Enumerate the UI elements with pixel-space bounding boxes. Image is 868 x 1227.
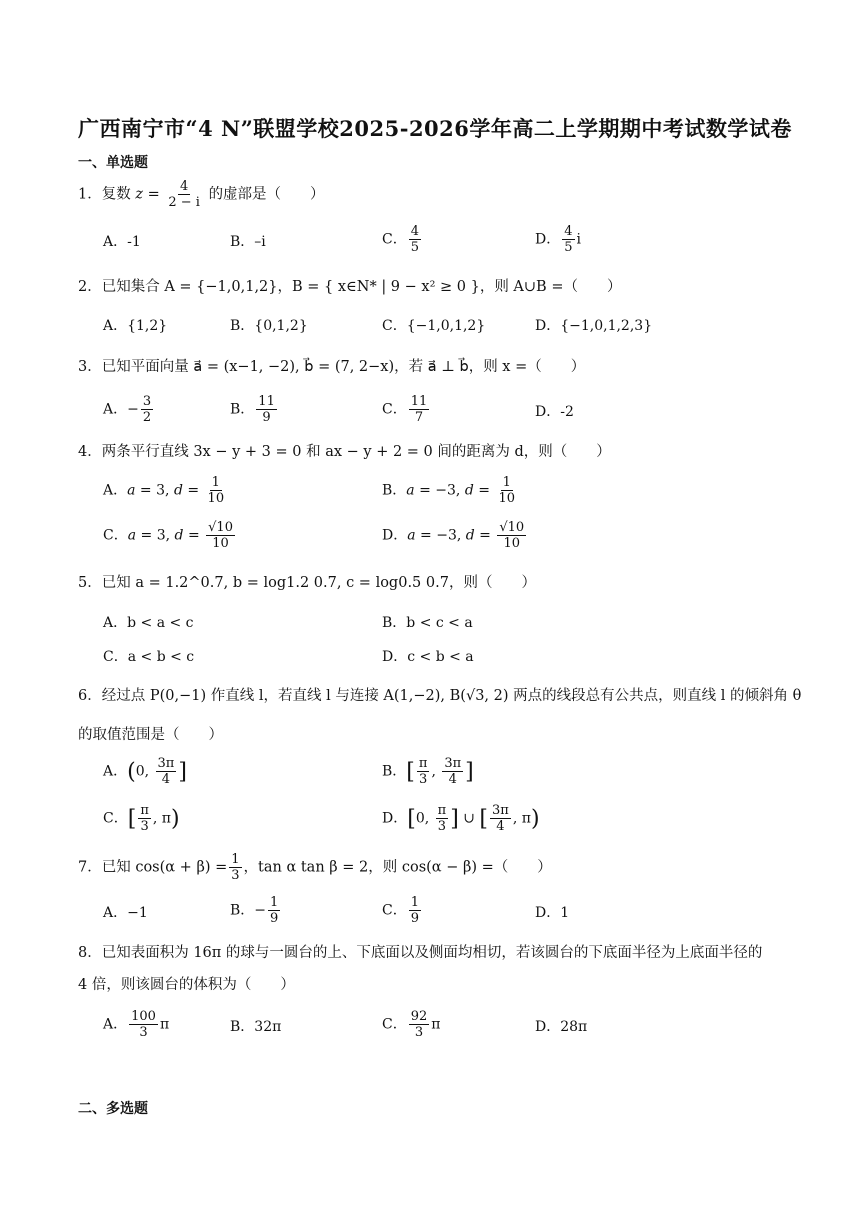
q5-option-b[interactable]: B．b < c < a xyxy=(382,615,473,631)
q4-option-b[interactable]: B．a = −3, d = $\frac{1}{10}$ xyxy=(382,475,515,506)
q2-option-d[interactable]: D．{−1,0,1,2,3} xyxy=(535,318,653,334)
q6-option-c[interactable]: C．[ $\frac{\pi}{3}$ , π) xyxy=(103,803,180,834)
q3-option-a[interactable]: A．− $\frac{3}{2}$ xyxy=(103,394,152,425)
question-7: 7．已知 cos(α + β) = $\frac{1}{3}$ ，tan α tan β = 2，则 cos(α − β) =（ ） xyxy=(78,852,552,883)
page-title: 广西南宁市“4 N”联盟学校2025-2026学年高二上学期期中考试数学试卷 xyxy=(78,116,792,141)
q6-option-a[interactable]: A．(0, $\frac{3\pi}{4}$ ] xyxy=(103,756,187,787)
question-3: 3．已知平面向量 a⃗ = (x−1, −2), b⃗ = (7, 2−x)，若 a⃗ ⊥ b⃗，则 x =（ ） xyxy=(78,359,586,375)
q3-option-c[interactable]: C． $\frac{11}{7}$ xyxy=(382,394,428,425)
question-2: 2．已知集合 A = {−1,0,1,2}，B = { x∈N* | 9 − x² ≥ 0 }，则 A∪B =（ ） xyxy=(78,279,622,295)
q6-option-b[interactable]: B．[ $\frac{\pi}{3}$ , $\frac{3\pi}{4}$ ] xyxy=(382,756,474,787)
q3-option-b[interactable]: B． $\frac{11}{9}$ xyxy=(230,394,275,425)
question-6-line-2: 的取值范围是（ ） xyxy=(78,727,223,743)
q4-option-d[interactable]: D．a = −3, d = $\frac{√10}{10}$ xyxy=(382,520,525,551)
q2-option-a[interactable]: A．{1,2} xyxy=(103,318,168,334)
q8-option-d[interactable]: D．28π xyxy=(535,1019,588,1035)
q1-option-b[interactable]: B．–i xyxy=(230,234,266,250)
q4-option-a[interactable]: A．a = 3, d = $\frac{1}{10}$ xyxy=(103,475,225,506)
q3-option-d[interactable]: D．-2 xyxy=(535,404,574,420)
q7-option-b[interactable]: B．− $\frac{1}{9}$ xyxy=(230,895,279,926)
q2-option-b[interactable]: B．{0,1,2} xyxy=(230,318,308,334)
q1-option-a[interactable]: A．-1 xyxy=(103,234,141,250)
question-1-stem-post: 的虚部是（ ） xyxy=(208,186,325,203)
q7-option-d[interactable]: D．1 xyxy=(535,905,570,921)
q1-option-c[interactable]: C． $\frac{4}{5}$ xyxy=(382,224,419,255)
q8-option-b[interactable]: B．32π xyxy=(230,1019,282,1035)
q5-option-a[interactable]: A．b < a < c xyxy=(103,615,194,631)
section-heading-multi-choice: 二、多选题 xyxy=(78,1101,148,1117)
question-5: 5．已知 a = 1.2^0.7, b = log1.2 0.7, c = log0.5 0.7，则（ ） xyxy=(78,575,536,591)
fraction-4-over-2-minus-i: $\frac{4}{2 - i}$ xyxy=(168,179,200,210)
q8-option-c[interactable]: C． $\frac{92}{3}$ π xyxy=(382,1009,441,1040)
q7-option-a[interactable]: A．−1 xyxy=(103,905,148,921)
q6-option-d[interactable]: D．[0, $\frac{\pi}{3}$ ] ∪ [ $\frac{3\pi}{4}$ , π) xyxy=(382,803,540,834)
q4-option-c[interactable]: C．a = 3, d = $\frac{√10}{10}$ xyxy=(103,520,233,551)
question-8-line-2: 4 倍，则该圆台的体积为（ ） xyxy=(78,977,295,993)
section-heading-single-choice: 一、单选题 xyxy=(78,155,148,171)
question-4: 4．两条平行直线 3x − y + 3 = 0 和 ax − y + 2 = 0 间的距离为 d，则（ ） xyxy=(78,444,611,460)
question-1-stem-pre: 1．复数 xyxy=(78,186,131,203)
q8-option-a[interactable]: A． $\frac{100}{3}$ π xyxy=(103,1009,170,1040)
q2-option-c[interactable]: C．{−1,0,1,2} xyxy=(382,318,486,334)
q5-option-d[interactable]: D．c < b < a xyxy=(382,649,474,665)
question-8-line-1: 8．已知表面积为 16π 的球与一圆台的上、下底面以及侧面均相切，若该圆台的下底面半径为上底面半径的 xyxy=(78,945,763,961)
q5-option-c[interactable]: C．a < b < c xyxy=(103,649,195,665)
q1-option-d[interactable]: D． $\frac{4}{5}$ i xyxy=(535,224,581,255)
question-1: 1．复数 z = $\frac{4}{2 - i}$ 的虚部是（ ） xyxy=(78,179,325,210)
q7-option-c[interactable]: C． $\frac{1}{9}$ xyxy=(382,895,419,926)
question-6-line-1: 6．经过点 P(0,−1) 作直线 l，若直线 l 与连接 A(1,−2), B(√3, 2) 两点的线段总有公共点，则直线 l 的倾斜角 θ xyxy=(78,688,802,704)
